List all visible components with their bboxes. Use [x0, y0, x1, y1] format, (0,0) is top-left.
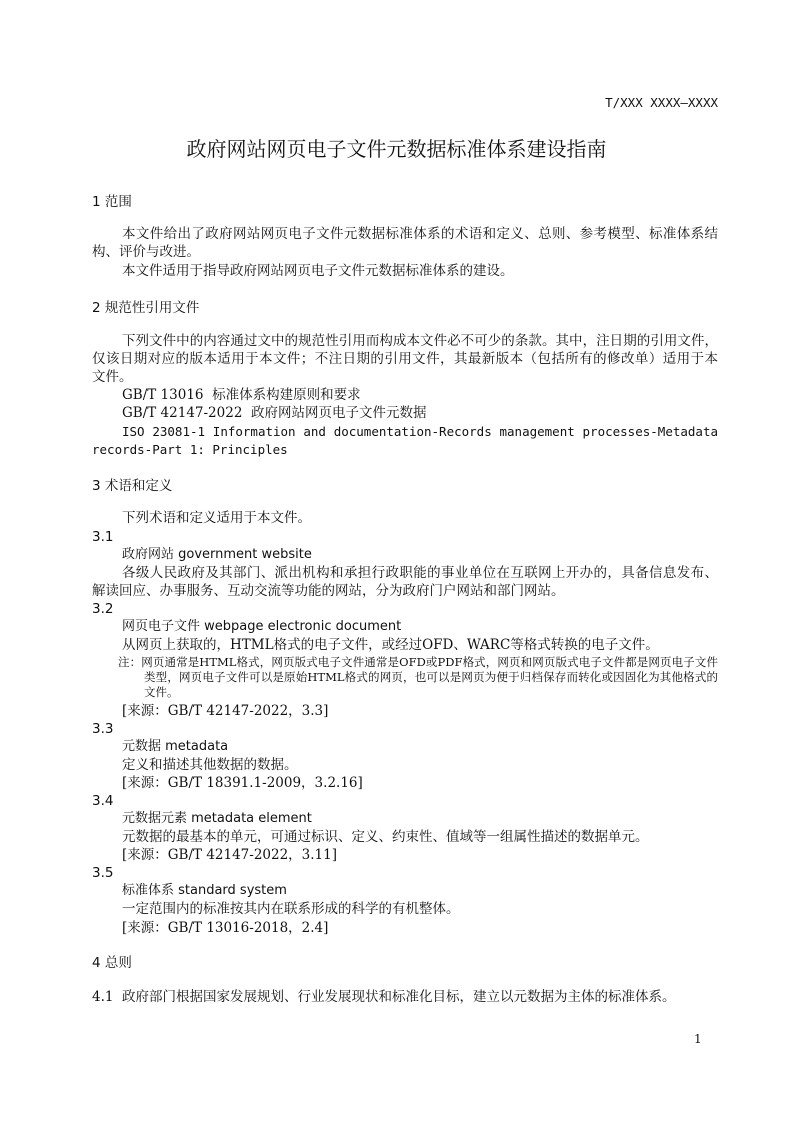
paragraph-line: 下列文件中的内容通过文中的规范性引用而构成本文件必不可少的条款。其中，注日期的引用文件， [122, 333, 718, 349]
term-number: 3.1 [92, 529, 114, 545]
term-title: 元数据 metadata [122, 739, 229, 754]
paragraph-line: 本文件适用于指导政府网站网页电子文件元数据标准体系的建设。 [122, 263, 514, 279]
term-title: 标准体系 standard system [122, 883, 287, 898]
term-source: [来源：GB/T 42147-2022，3.3] [122, 703, 329, 719]
term-note: 文件。 [144, 685, 179, 699]
reference-item: ISO 23081-1 Information and documentation-Records management processes-Metadata [122, 424, 718, 439]
term-number: 3.3 [92, 721, 114, 737]
paragraph-line: 下列术语和定义适用于本文件。 [122, 510, 311, 526]
term-definition: 解读回应、办事服务、互动交流等功能的网站，分为政府门户网站和部门网站。 [92, 583, 565, 599]
term-definition: 一定范围内的标准按其内在联系形成的科学的有机整体。 [122, 901, 460, 917]
term-source: [来源：GB/T 42147-2022，3.11] [122, 847, 338, 863]
term-definition: 各级人民政府及其部门、派出机构和承担行政职能的事业单位在互联网上开办的，具备信息发布、 [122, 565, 718, 581]
section-heading-2: 2 规范性引用文件 [92, 300, 200, 316]
section-heading-3: 3 术语和定义 [92, 478, 173, 494]
term-number: 3.4 [92, 793, 114, 809]
page-number: 1 [694, 1032, 702, 1046]
paragraph-line: 本文件给出了政府网站网页电子文件元数据标准体系的术语和定义、总则、参考模型、标准体系结 [122, 226, 718, 242]
term-title: 网页电子文件 webpage electronic document [122, 619, 402, 634]
clause-4-1: 4.1 政府部门根据国家发展规划、行业发展现状和标准化目标，建立以元数据为主体的标准体系。 [92, 989, 676, 1005]
term-definition: 定义和描述其他数据的数据。 [122, 757, 298, 773]
page-title: 政府网站网页电子文件元数据标准体系建设指南 [186, 137, 607, 161]
term-number: 3.5 [92, 865, 114, 881]
term-note: 类型，网页电子文件可以是原始HTML格式的网页，也可以是网页为便于归档保存而转化或因固化为其他格式的 [144, 670, 718, 684]
reference-item: GB/T 13016 标准体系构建原则和要求 [122, 387, 361, 403]
reference-item: records-Part 1: Principles [92, 442, 288, 457]
term-source: [来源：GB/T 13016-2018，2.4] [122, 920, 329, 936]
paragraph-line: 文件。 [92, 369, 133, 385]
reference-item: GB/T 42147-2022 政府网站网页电子文件元数据 [122, 405, 427, 421]
term-source: [来源：GB/T 18391.1-2009，3.2.16] [122, 775, 363, 791]
term-number: 3.2 [92, 601, 114, 617]
term-definition: 从网页上获取的，HTML格式的电子文件，或经过OFD、WARC等格式转换的电子文件。 [122, 637, 659, 653]
document-number: T/XXX XXXX—XXXX [605, 95, 718, 110]
section-heading-4: 4 总则 [92, 955, 132, 971]
term-title: 政府网站 government website [122, 547, 312, 562]
section-heading-1: 1 范围 [92, 194, 132, 210]
term-definition: 元数据的最基本的单元，可通过标识、定义、约束性、值域等一组属性描述的数据单元。 [122, 829, 649, 845]
paragraph-line: 构、评价与改进。 [92, 244, 200, 260]
term-note: 注：网页通常是HTML格式，网页版式电子文件通常是OFD或PDF格式，网页和网页版式电子文件都是网页电子文件 [118, 655, 718, 669]
paragraph-line: 仅该日期对应的版本适用于本文件；不注日期的引用文件，其最新版本（包括所有的修改单）适用于本 [92, 351, 718, 367]
term-title: 元数据元素 metadata element [122, 811, 312, 826]
